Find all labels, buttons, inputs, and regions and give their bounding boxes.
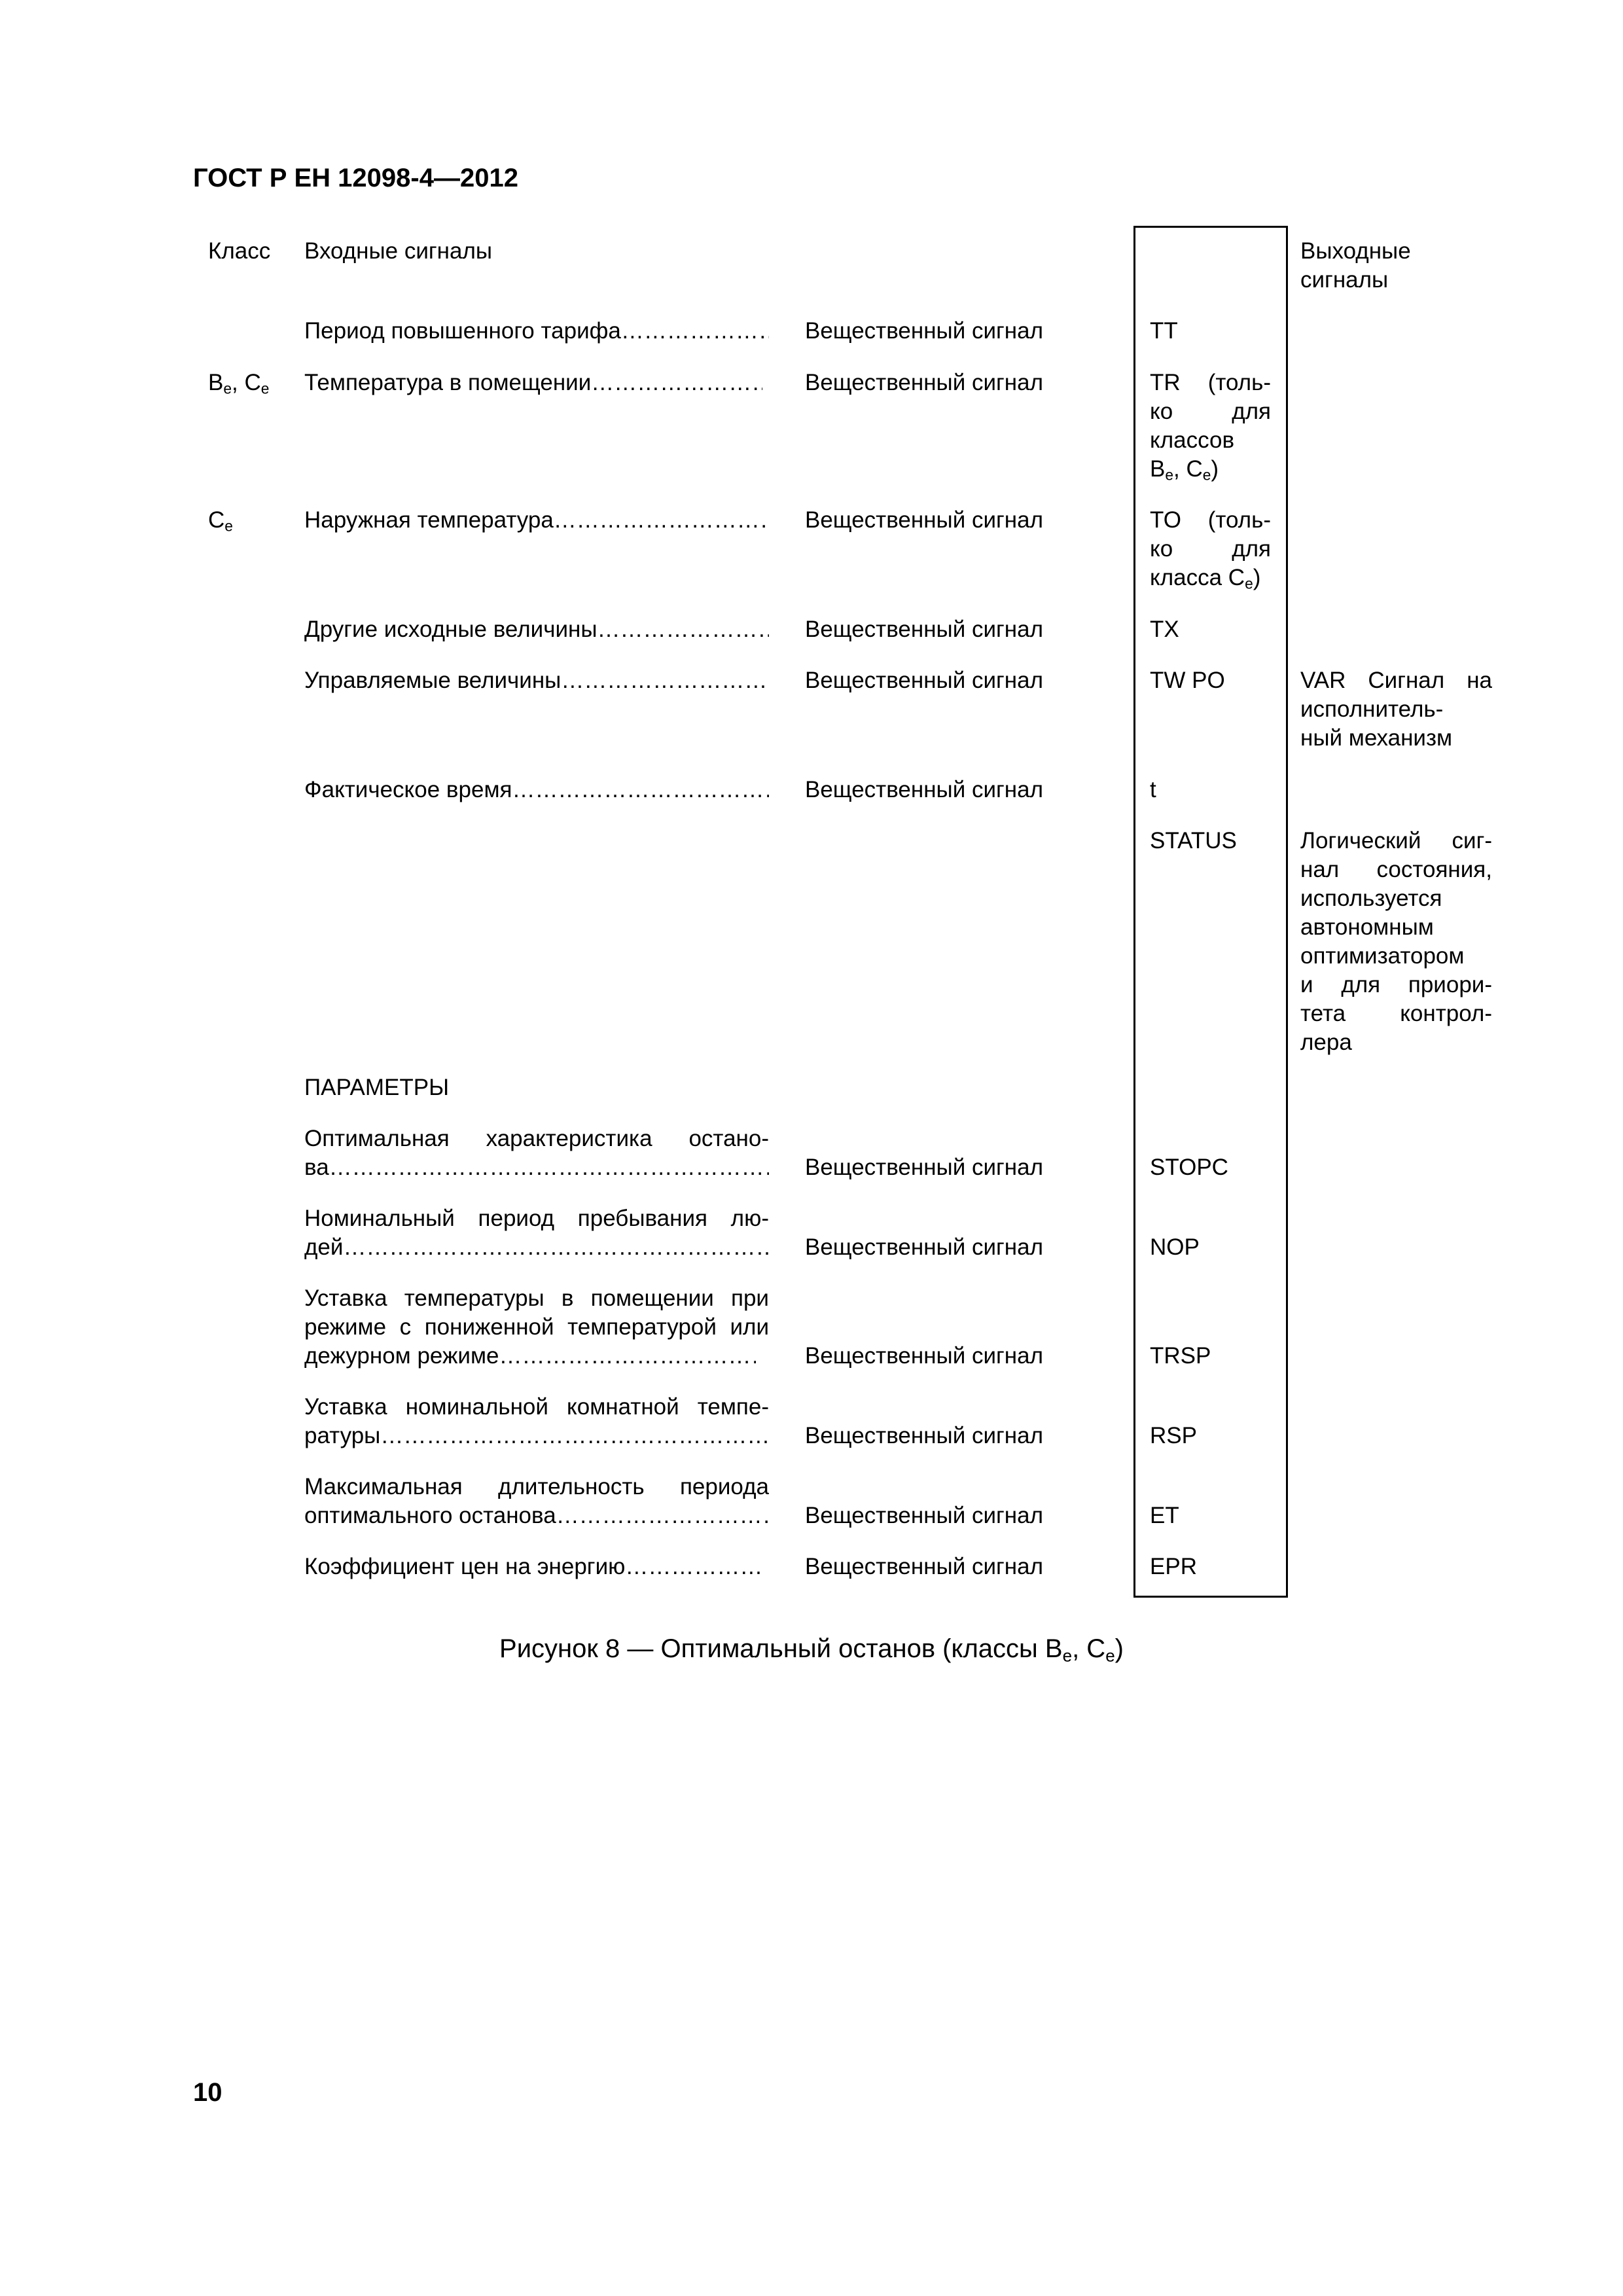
signal-type: Вещественный сигнал (805, 370, 1043, 395)
param-energy-price-coefficient: Коэффициент цен на энергию …………………………………………………………………………………………………………………… (304, 1552, 762, 1581)
signal-code-stopc: STOPC (1150, 1155, 1228, 1180)
code-line: TO (толь- (1150, 507, 1271, 533)
signal-type: Вещественный сигнал (805, 1554, 1043, 1579)
code-line: TR (толь- (1150, 370, 1271, 395)
param-line: режиме с пониженной температурой или (304, 1314, 769, 1340)
param-line-leader: дежурном режиме …………………………………………………………………………………………………………………… (304, 1342, 756, 1371)
leader-dots (499, 1342, 756, 1371)
signal-code-tt: TT (1150, 318, 1178, 344)
input-actual-time: Фактическое время …………………………………………………………………………………………………………………… (304, 776, 769, 804)
signal-code-to (1150, 506, 1271, 592)
inputs-column-header: Входные сигналы (304, 238, 493, 264)
param-max-stop-duration (304, 1473, 769, 1530)
leader-dots (621, 317, 769, 346)
leader-dots (625, 1552, 762, 1581)
signal-code-tr (1150, 368, 1271, 484)
param-line: Максимальная длительность периода (304, 1474, 769, 1499)
param-room-setpoint (304, 1393, 769, 1450)
figure-caption: Рисунок 8 — Оптимальный останов (классы $B_e$, $C_e$) (499, 1634, 1124, 1666)
signal-type: Вещественный сигнал (805, 507, 1043, 533)
signal-code-epr: EPR (1150, 1554, 1197, 1579)
output-line: автономным (1300, 914, 1434, 940)
param-line-leader: дей …………………………………………………………………………………………………………………… (304, 1233, 769, 1262)
leader-dots (512, 776, 769, 804)
signal-code-trsp: TRSP (1150, 1343, 1211, 1369)
document-header: ГОСТ Р ЕН 12098-4—2012 (193, 164, 518, 192)
output-line: исполнитель- (1300, 696, 1444, 722)
signal-type: Вещественный сигнал (805, 1343, 1043, 1369)
output-var-signal (1300, 666, 1492, 753)
signal-type: Вещественный сигнал (805, 1155, 1043, 1180)
signal-code-tx: TX (1150, 617, 1179, 642)
leader-dots (591, 368, 762, 397)
output-line: используется (1300, 886, 1442, 911)
signal-code-et: ET (1150, 1503, 1179, 1528)
output-line: тета контрол- (1300, 1001, 1492, 1026)
class-tr: $B_e$, $C_e$ (208, 370, 270, 397)
input-controlled-values: Управляемые величины …………………………………………………………………………………………………………………… (304, 666, 769, 695)
param-line: Номинальный период пребывания лю- (304, 1206, 769, 1231)
output-line: VAR Сигнал на (1300, 668, 1492, 693)
leader-dots (380, 1422, 769, 1450)
input-tariff-period: Период повышенного тарифа …………………………………………………………………………………………………………………… (304, 317, 769, 346)
input-room-temperature: Температура в помещении …………………………………………………………………………………………………………………… (304, 368, 762, 397)
code-line: ко для (1150, 399, 1271, 424)
signal-type: Вещественный сигнал (805, 668, 1043, 693)
code-line: классов (1150, 427, 1235, 453)
class-column-header: Класс (208, 238, 271, 264)
param-line-leader: ва …………………………………………………………………………………………………………………… (304, 1153, 769, 1182)
code-line: ко для (1150, 536, 1271, 562)
signal-code-twpo: TW PO (1150, 668, 1225, 693)
code-line: $B_e$, $C_e$) (1150, 456, 1219, 484)
output-status-signal (1300, 827, 1492, 1057)
output-line: нал состояния, (1300, 857, 1492, 882)
signal-type: Вещественный сигнал (805, 1423, 1043, 1448)
param-setback-setpoint (304, 1284, 769, 1371)
param-line-leader: ратуры …………………………………………………………………………………………………………………… (304, 1422, 769, 1450)
signal-type: Вещественный сигнал (805, 1503, 1043, 1528)
signal-type: Вещественный сигнал (805, 617, 1043, 642)
signal-type: Вещественный сигнал (805, 1234, 1043, 1260)
param-line: Уставка номинальной комнатной темпе- (304, 1394, 769, 1420)
output-line: лера (1300, 1030, 1352, 1055)
parameters-heading: ПАРАМЕТРЫ (304, 1075, 450, 1100)
outputs-header-text: Выходные сигналы (1300, 238, 1411, 293)
leader-dots (554, 506, 769, 535)
output-line: ный механизм (1300, 725, 1453, 751)
leader-dots (343, 1233, 769, 1262)
signal-code-status: STATUS (1150, 828, 1237, 853)
signal-code-t: t (1150, 777, 1156, 802)
leader-dots (329, 1153, 769, 1182)
signal-code-rsp: RSP (1150, 1423, 1197, 1448)
leader-dots (561, 666, 769, 695)
param-line: Оптимальная характеристика остано- (304, 1126, 769, 1151)
input-outdoor-temperature: Наружная температура …………………………………………………………………………………………………………………… (304, 506, 769, 535)
page-number: 10 (193, 2078, 223, 2107)
param-occupancy-period (304, 1204, 769, 1262)
code-line: класса $C_e$) (1150, 565, 1261, 592)
leader-dots (556, 1501, 769, 1530)
output-line: Логический сиг- (1300, 828, 1492, 853)
param-line-leader: оптимального останова …………………………………………………………………………………………………………………… (304, 1501, 769, 1530)
leader-dots (597, 615, 769, 644)
input-other-values: Другие исходные величины …………………………………………………………………………………………………………………… (304, 615, 769, 644)
param-line: Уставка температуры в помещении при (304, 1285, 769, 1311)
signal-type: Вещественный сигнал (805, 777, 1043, 802)
param-stop-characteristic (304, 1124, 769, 1182)
outputs-column-header (1300, 237, 1492, 295)
signal-type: Вещественный сигнал (805, 318, 1043, 344)
output-line: и для приори- (1300, 972, 1492, 997)
output-line: оптимизатором (1300, 943, 1465, 969)
signal-code-nop: NOP (1150, 1234, 1200, 1260)
class-to: $C_e$ (208, 507, 233, 535)
